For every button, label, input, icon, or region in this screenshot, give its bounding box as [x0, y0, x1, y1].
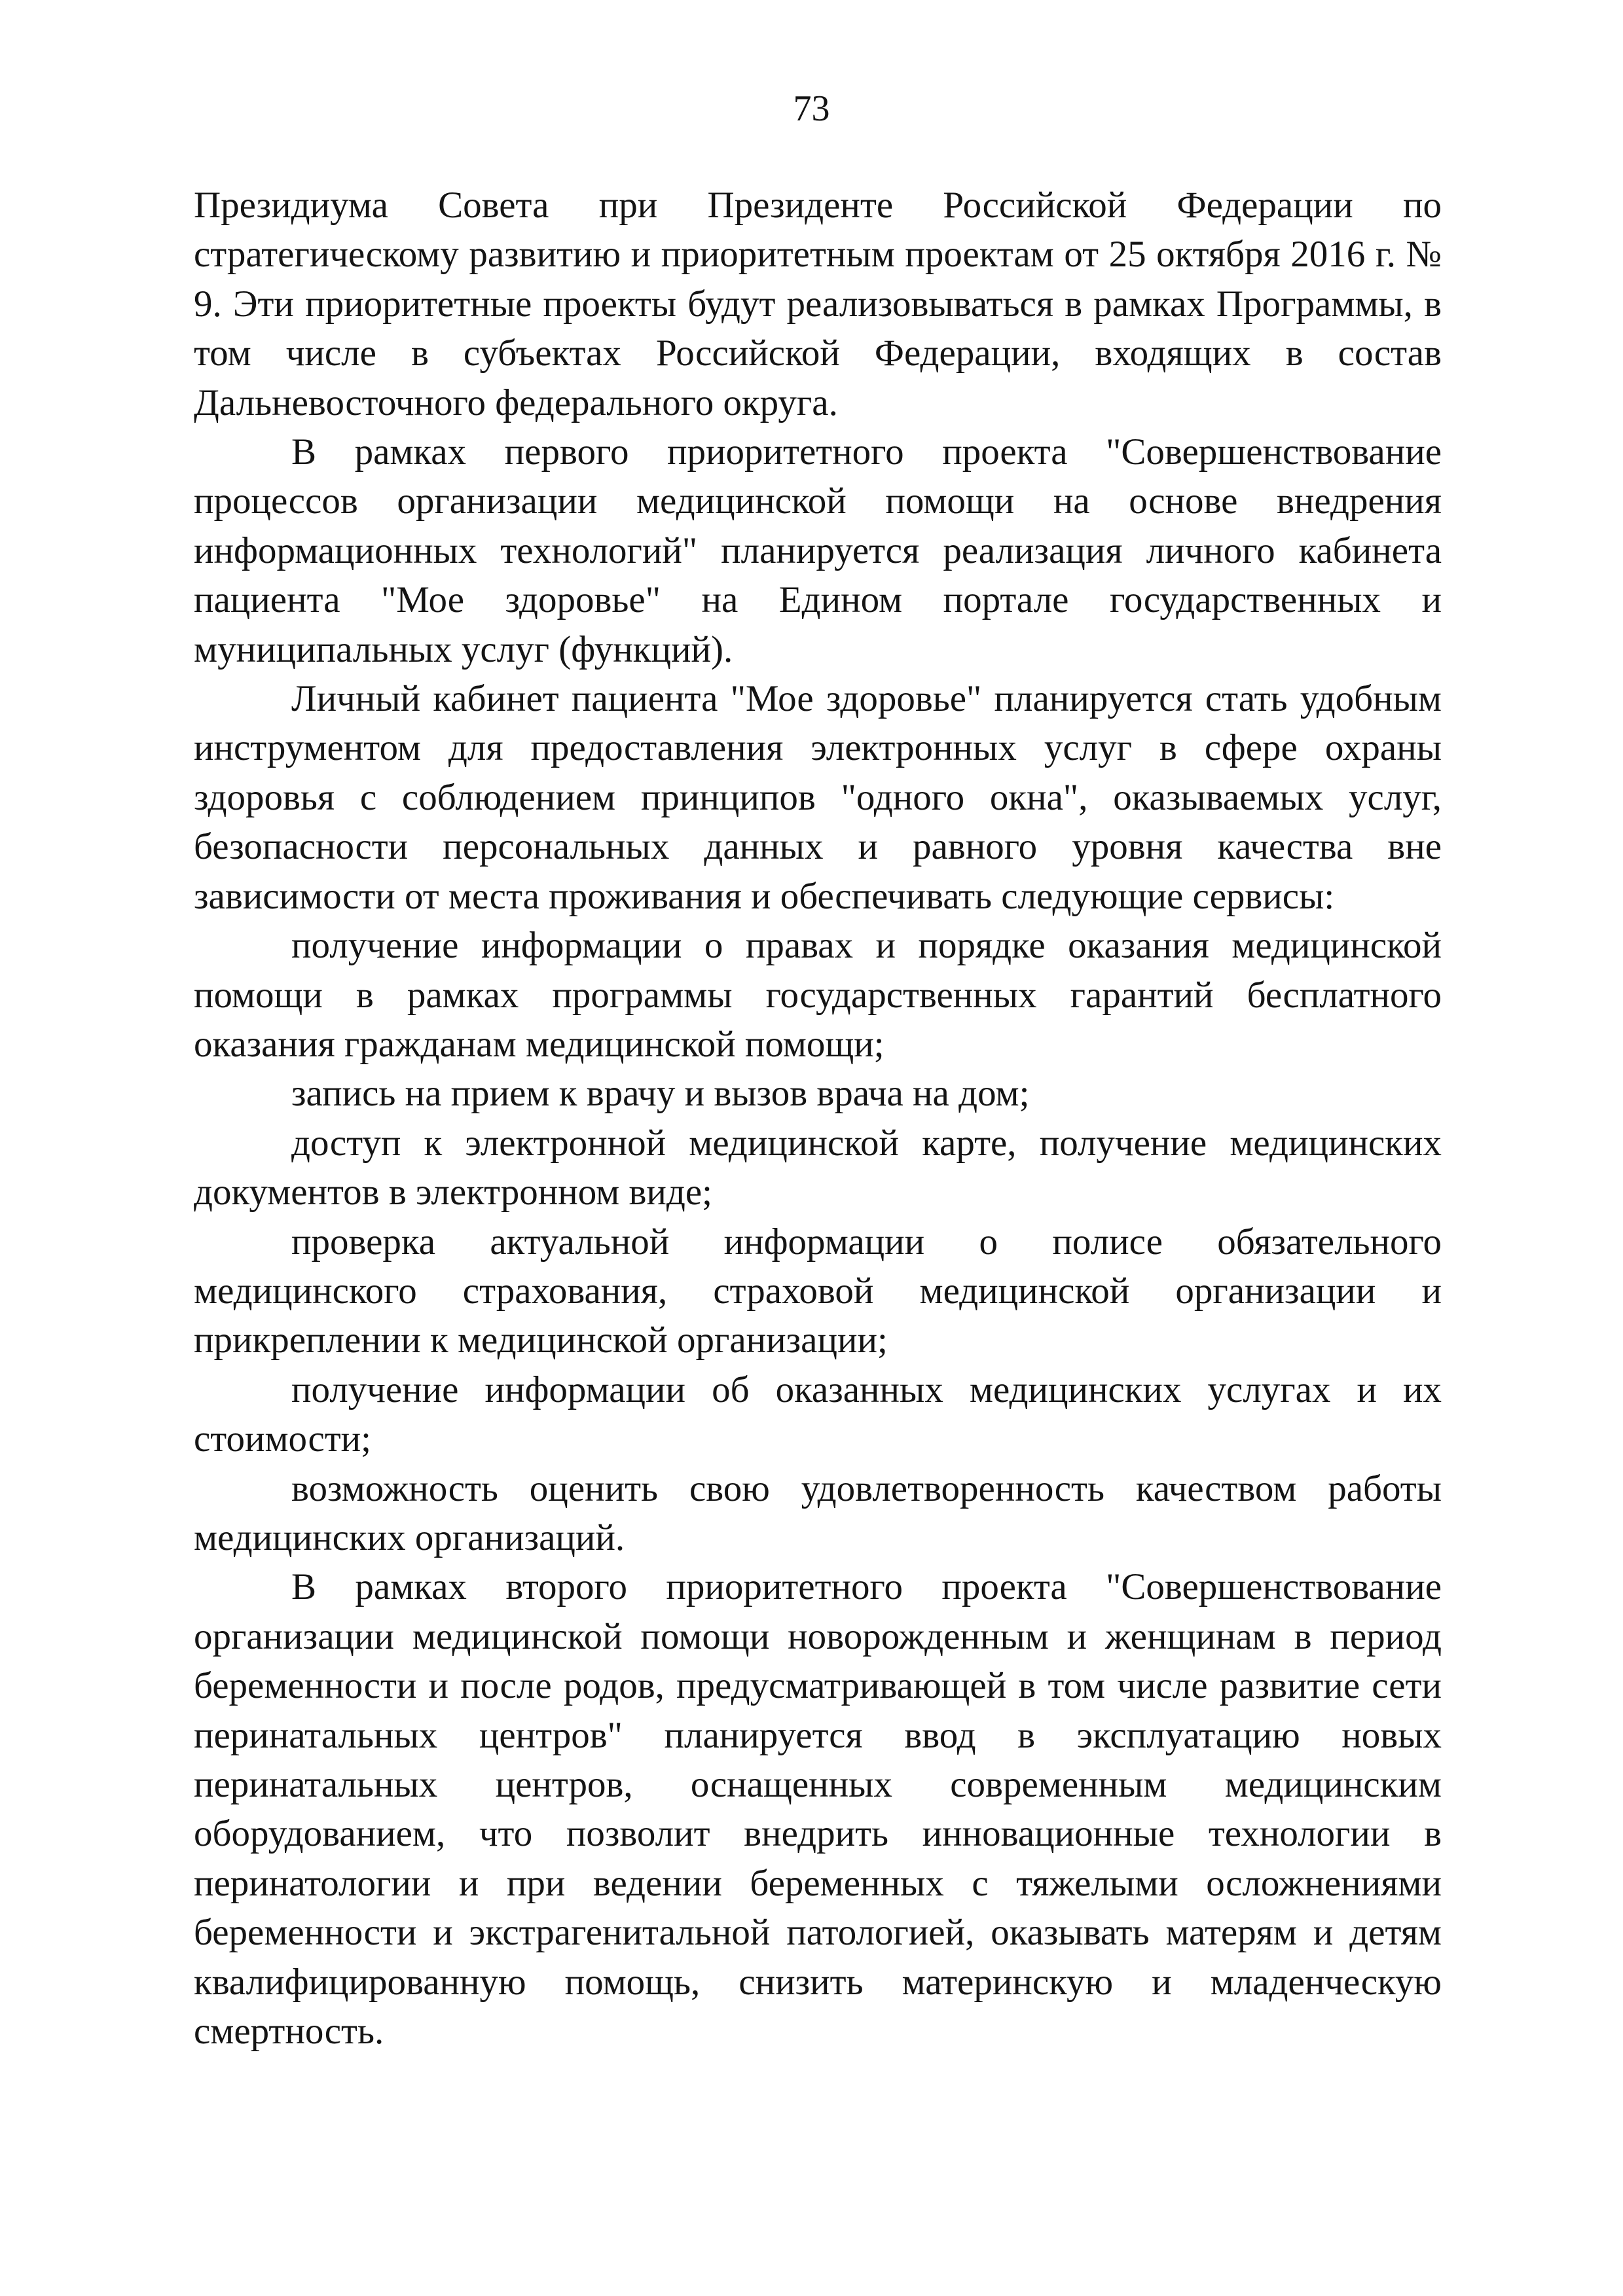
list-item-insurance-check: проверка актуальной информации о полисе обязательного медицинского страхования, страховой медицинской организации и прикреплении к медицинской организации;: [194, 1221, 1442, 1361]
list-item-quality-rating: возможность оценить свою удовлетворенность качеством работы медицинских организаций.: [194, 1467, 1442, 1558]
document-body: [194, 181, 1442, 2056]
list-item-rights-information: получение информации о правах и порядке оказания медицинской помощи в рамках программы государственных гарантий бесплатного оказания гражданам медицинской помощи;: [194, 925, 1442, 1065]
list-item-services-cost: получение информации об оказанных медицинских услугах и их стоимости;: [194, 1369, 1442, 1460]
paragraph-continuation: Президиума Совета при Президенте Российской Федерации по стратегическому развитию и приоритетным проектам от 25 октября 2016 г. № 9. Эти приоритетные проекты будут реализовываться в рамках Программы, в том числе в субъектах Российской Федерации, входящих в состав Дальневосточного федерального округа.: [194, 185, 1442, 423]
page-number: 73: [793, 88, 830, 129]
list-item-medical-record: доступ к электронной медицинской карте, получение медицинских документов в электронном виде;: [194, 1122, 1442, 1213]
list-item-doctor-appointment: запись на прием к врачу и вызов врача на дом;: [291, 1073, 1030, 1115]
paragraph-first-project: В рамках первого приоритетного проекта "Совершенствование процессов организации медицинской помощи на основе внедрения информационных технологий" планируется реализация личного кабинета пациента "Мое здоровье" на Едином портале государственных и муниципальных услуг (функций).: [194, 431, 1442, 670]
paragraph-second-project: В рамках второго приоритетного проекта "Совершенствование организации медицинской помощи новорожденным и женщинам в период беременности и после родов, предусматривающей в том числе развитие сети перинатальных центров" планируется ввод в эксплуатацию новых перинатальных центров, оснащенных современным медицинским оборудованием, что позволит внедрить инновационные технологии в перинатологии и при ведении беременных с тяжелыми осложнениями беременности и экстрагенитальной патологией, оказывать матерям и детям квалифицированную помощь, снизить материнскую и младенческую смертность.: [194, 1566, 1442, 2053]
paragraph-personal-cabinet: Личный кабинет пациента "Мое здоровье" планируется стать удобным инструментом для предоставления электронных услуг в сфере охраны здоровья с соблюдением принципов "одного окна", оказываемых услуг, безопасности персональных данных и равного уровня качества вне зависимости от места проживания и обеспечивать следующие сервисы:: [194, 678, 1442, 917]
